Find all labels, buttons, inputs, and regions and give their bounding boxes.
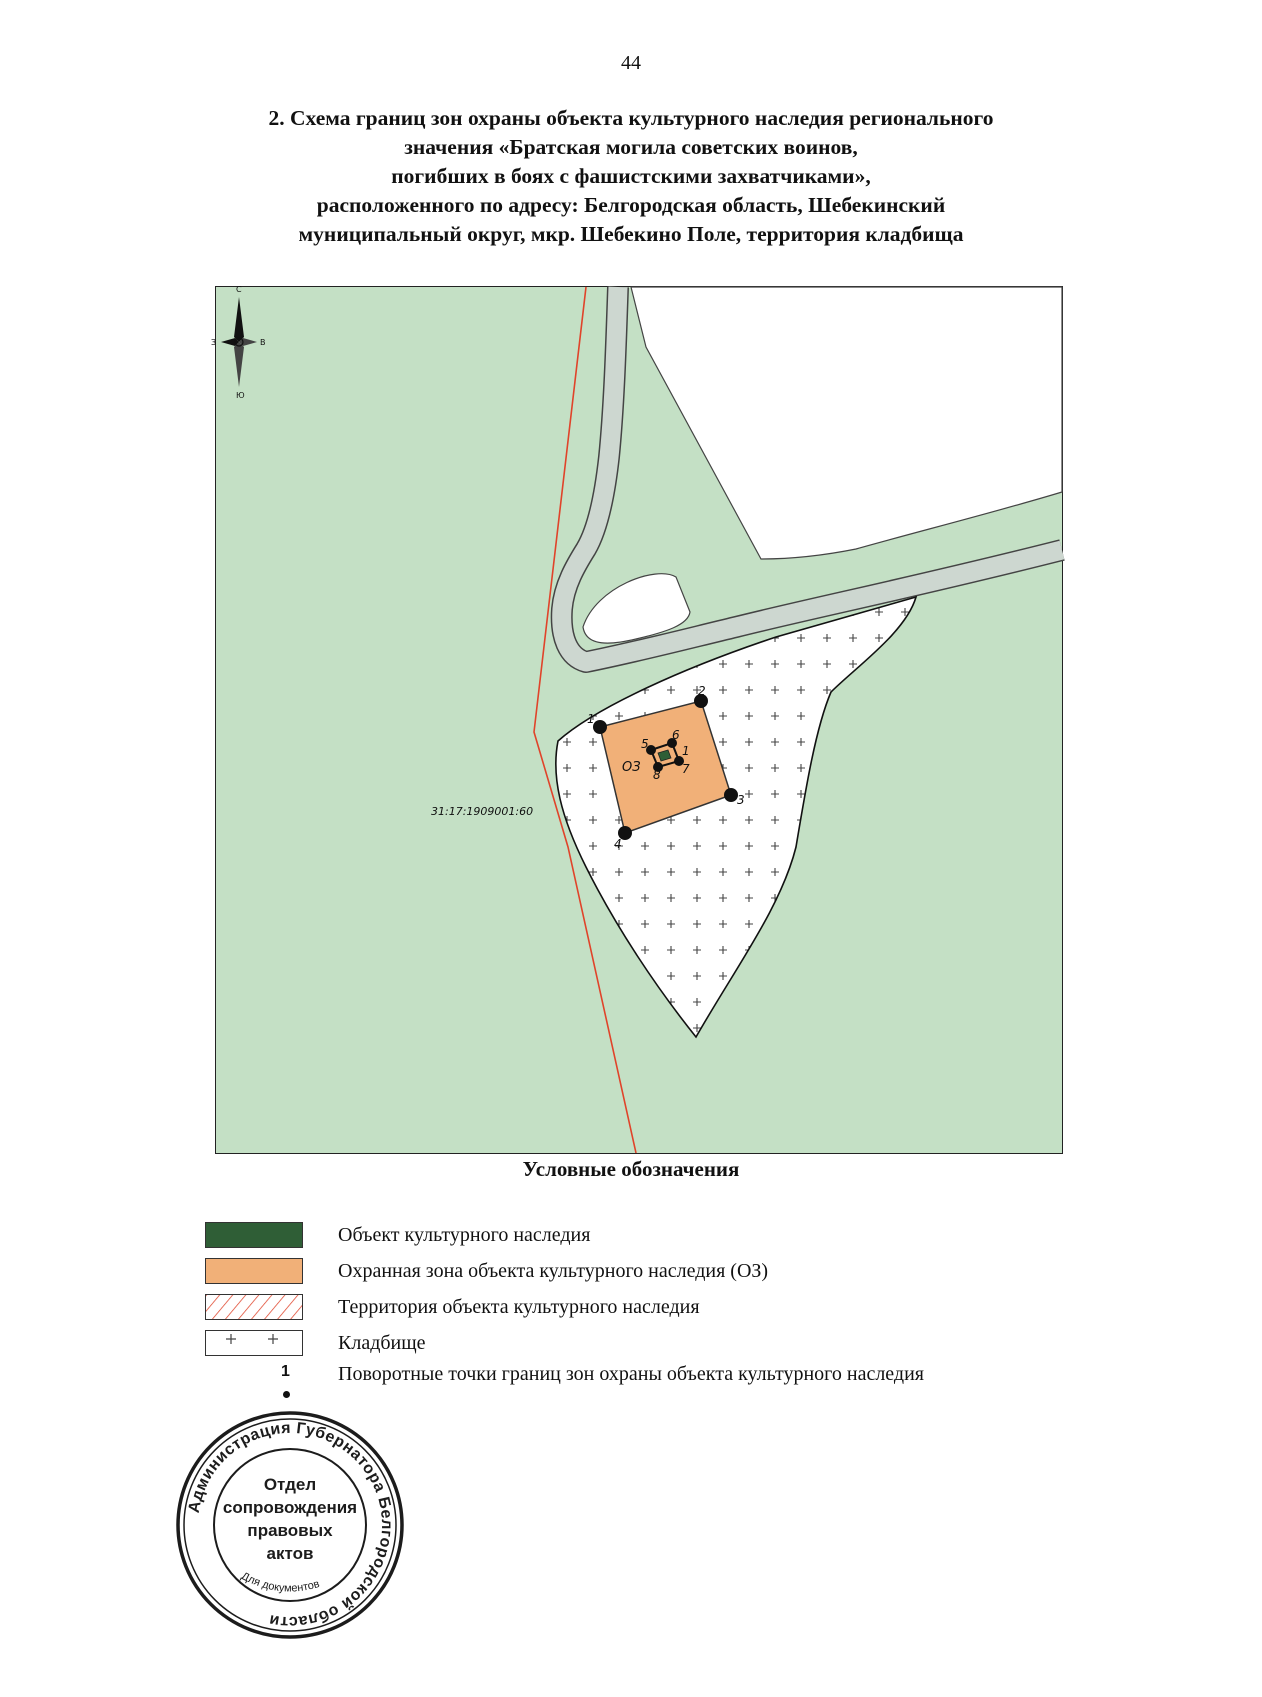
point-label: 1	[587, 712, 595, 726]
legend-label: Поворотные точки границ зон охраны объекта культурного наследия	[338, 1363, 924, 1385]
legend-label: Объект культурного наследия	[338, 1224, 591, 1246]
legend-item-territory	[205, 1294, 1105, 1322]
point-label: 2	[698, 684, 706, 698]
stamp-center-line: правовых	[247, 1521, 333, 1540]
title-line: расположенного по адресу: Белгородская область, Шебекинский	[316, 193, 946, 217]
parcel-label: 31:17:1909001:60	[431, 805, 534, 818]
legend-item-cemetery	[205, 1330, 1105, 1358]
stamp-center-line: Отдел	[263, 1475, 317, 1494]
legend-label: Территория объекта культурного наследия	[338, 1296, 700, 1318]
point-icon	[283, 1391, 290, 1398]
point-label: 3	[737, 793, 745, 807]
turning-point	[593, 720, 607, 734]
title-line: погибших в боях с фашистскими захватчиками»,	[391, 164, 871, 188]
map-frame	[211, 285, 1063, 1154]
compass-south: Ю	[236, 391, 245, 400]
legend-swatch-hatch	[205, 1294, 303, 1320]
point-label: 7	[682, 762, 690, 776]
compass-west: З	[211, 338, 217, 347]
compass-icon	[211, 285, 266, 400]
point-label: 6	[672, 728, 680, 742]
title-line: 2. Схема границ зон охраны объекта культурного наследия регионального	[268, 106, 994, 130]
legend-item-heritage-object	[205, 1222, 1105, 1250]
official-stamp	[170, 1405, 410, 1645]
page-number: 44	[621, 52, 641, 74]
point-label: 4	[614, 837, 622, 851]
title-line: значения «Братская могила советских воинов,	[404, 135, 858, 159]
stamp-center-line: сопровождения	[222, 1498, 358, 1517]
point-label: 1	[682, 744, 690, 758]
legend-swatch-protection	[205, 1258, 303, 1284]
legend-point-number: 1	[281, 1363, 290, 1380]
stamp-center-line: актов	[266, 1544, 314, 1563]
title-line: муниципальный округ, мкр. Шебекино Поле, территория кладбища	[298, 222, 964, 246]
page-title	[150, 104, 1112, 249]
legend-label: Охранная зона объекта культурного наследия (ОЗ)	[338, 1260, 769, 1282]
legend-swatch-cemetery	[205, 1330, 303, 1356]
legend-swatch-heritage	[205, 1222, 303, 1248]
stamp-ring-text: Администрация Губернатора Белгородской области	[185, 1419, 396, 1631]
legend-title: Условные обозначения	[522, 1157, 740, 1181]
legend-item-protection-zone	[205, 1258, 1105, 1286]
stamp-bottom-text: Для документов	[239, 1570, 321, 1595]
white-parcel	[631, 287, 1062, 559]
compass-east: В	[260, 338, 266, 347]
zone-label: ОЗ	[622, 760, 641, 775]
map-canvas	[211, 285, 1062, 1153]
point-label: 5	[641, 737, 649, 751]
point-label: 8	[653, 768, 661, 782]
compass-north: С	[236, 285, 242, 294]
legend-label: Кладбище	[338, 1332, 426, 1354]
turning-point	[724, 788, 738, 802]
